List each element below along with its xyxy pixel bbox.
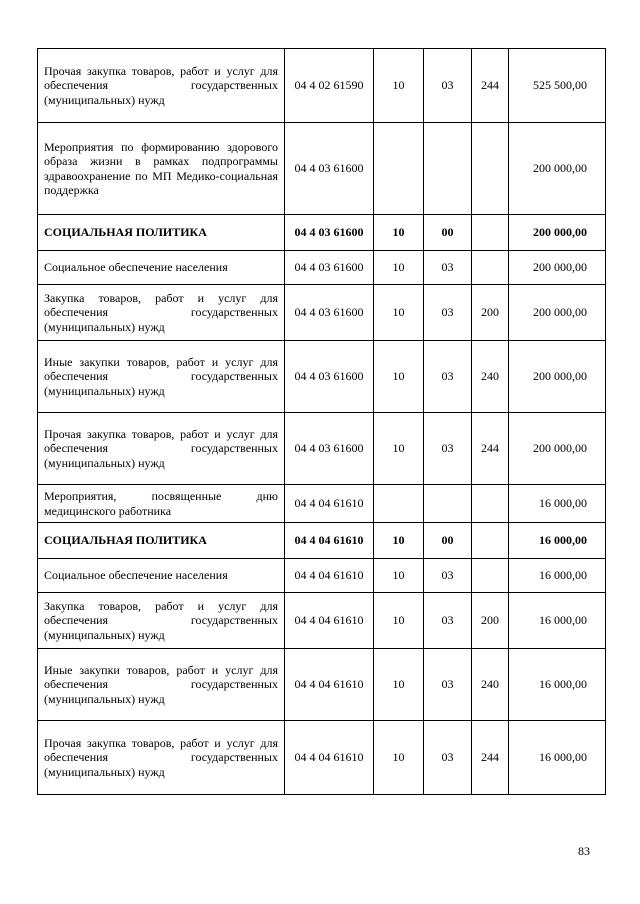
section-code-cell: 10: [374, 721, 424, 795]
target-code-cell: 04 4 03 61600: [285, 413, 374, 485]
budget-table: [37, 48, 606, 795]
amount-cell: 200 000,00: [509, 123, 606, 215]
expense-type-cell: 240: [472, 649, 509, 721]
expense-type-cell: [472, 123, 509, 215]
amount-cell: 16 000,00: [509, 523, 606, 559]
subsection-code-cell: [424, 485, 472, 523]
subsection-code-cell: 00: [424, 215, 472, 251]
item-name-cell: Прочая закупка товаров, работ и услуг для обеспечения государственных (муниципальных) нужд: [38, 721, 285, 795]
subsection-code-cell: 03: [424, 559, 472, 593]
item-name-cell: Иные закупки товаров, работ и услуг для обеспечения государственных (муниципальных) нужд: [38, 341, 285, 413]
target-code-cell: 04 4 03 61600: [285, 341, 374, 413]
expense-type-cell: [472, 215, 509, 251]
amount-cell: 16 000,00: [509, 485, 606, 523]
target-code-cell: 04 4 04 61610: [285, 649, 374, 721]
subsection-code-cell: 03: [424, 49, 472, 123]
table-row: [38, 413, 606, 485]
item-name-cell: СОЦИАЛЬНАЯ ПОЛИТИКА: [38, 215, 285, 251]
item-name-cell: СОЦИАЛЬНАЯ ПОЛИТИКА: [38, 523, 285, 559]
expense-type-cell: [472, 485, 509, 523]
amount-cell: 16 000,00: [509, 559, 606, 593]
amount-cell: 16 000,00: [509, 721, 606, 795]
expense-type-cell: 244: [472, 413, 509, 485]
item-name-cell: Социальное обеспечение населения: [38, 559, 285, 593]
amount-cell: 525 500,00: [509, 49, 606, 123]
expense-type-cell: 244: [472, 721, 509, 795]
table-row: [38, 721, 606, 795]
target-code-cell: 04 4 04 61610: [285, 559, 374, 593]
target-code-cell: 04 4 03 61600: [285, 215, 374, 251]
subsection-code-cell: 03: [424, 721, 472, 795]
section-code-cell: 10: [374, 251, 424, 285]
item-name-cell: Мероприятия по формированию здорового образа жизни в рамках подпрограммы здравоохранение по МП Медико-социальная поддержка: [38, 123, 285, 215]
target-code-cell: 04 4 04 61610: [285, 721, 374, 795]
section-code-cell: 10: [374, 341, 424, 413]
item-name-cell: Закупка товаров, работ и услуг для обеспечения государственных (муниципальных) нужд: [38, 285, 285, 341]
target-code-cell: 04 4 02 61590: [285, 49, 374, 123]
expense-type-cell: 240: [472, 341, 509, 413]
expense-type-cell: [472, 251, 509, 285]
subsection-code-cell: 03: [424, 649, 472, 721]
page-number: 83: [578, 844, 590, 858]
section-code-cell: [374, 123, 424, 215]
section-code-cell: 10: [374, 285, 424, 341]
subsection-code-cell: 03: [424, 341, 472, 413]
target-code-cell: 04 4 04 61610: [285, 485, 374, 523]
item-name-cell: Прочая закупка товаров, работ и услуг для обеспечения государственных (муниципальных) нужд: [38, 413, 285, 485]
item-name-cell: Прочая закупка товаров, работ и услуг для обеспечения государственных (муниципальных) нужд: [38, 49, 285, 123]
amount-cell: 200 000,00: [509, 251, 606, 285]
target-code-cell: 04 4 04 61610: [285, 523, 374, 559]
table-row: [38, 559, 606, 593]
item-name-cell: Закупка товаров, работ и услуг для обеспечения государственных (муниципальных) нужд: [38, 593, 285, 649]
table-row: [38, 341, 606, 413]
table-row: [38, 593, 606, 649]
amount-cell: 200 000,00: [509, 341, 606, 413]
subsection-code-cell: 00: [424, 523, 472, 559]
table-row: [38, 523, 606, 559]
section-code-cell: 10: [374, 215, 424, 251]
target-code-cell: 04 4 03 61600: [285, 123, 374, 215]
table-row: [38, 285, 606, 341]
section-code-cell: 10: [374, 559, 424, 593]
target-code-cell: 04 4 04 61610: [285, 593, 374, 649]
amount-cell: 200 000,00: [509, 413, 606, 485]
section-code-cell: 10: [374, 49, 424, 123]
subsection-code-cell: 03: [424, 285, 472, 341]
table-row: [38, 215, 606, 251]
target-code-cell: 04 4 03 61600: [285, 285, 374, 341]
item-name-cell: Социальное обеспечение населения: [38, 251, 285, 285]
table-row: [38, 649, 606, 721]
table-row: [38, 49, 606, 123]
amount-cell: 16 000,00: [509, 593, 606, 649]
expense-type-cell: [472, 559, 509, 593]
expense-type-cell: [472, 523, 509, 559]
amount-cell: 200 000,00: [509, 215, 606, 251]
expense-type-cell: 200: [472, 593, 509, 649]
table-row: [38, 123, 606, 215]
table-body: [38, 49, 606, 795]
subsection-code-cell: 03: [424, 251, 472, 285]
item-name-cell: Мероприятия, посвященные дню медицинского работника: [38, 485, 285, 523]
expense-type-cell: 200: [472, 285, 509, 341]
amount-cell: 200 000,00: [509, 285, 606, 341]
item-name-cell: Иные закупки товаров, работ и услуг для обеспечения государственных (муниципальных) нужд: [38, 649, 285, 721]
amount-cell: 16 000,00: [509, 649, 606, 721]
expense-type-cell: 244: [472, 49, 509, 123]
subsection-code-cell: [424, 123, 472, 215]
target-code-cell: 04 4 03 61600: [285, 251, 374, 285]
table-row: [38, 251, 606, 285]
section-code-cell: 10: [374, 649, 424, 721]
section-code-cell: [374, 485, 424, 523]
subsection-code-cell: 03: [424, 413, 472, 485]
table-row: [38, 485, 606, 523]
subsection-code-cell: 03: [424, 593, 472, 649]
section-code-cell: 10: [374, 593, 424, 649]
section-code-cell: 10: [374, 523, 424, 559]
section-code-cell: 10: [374, 413, 424, 485]
